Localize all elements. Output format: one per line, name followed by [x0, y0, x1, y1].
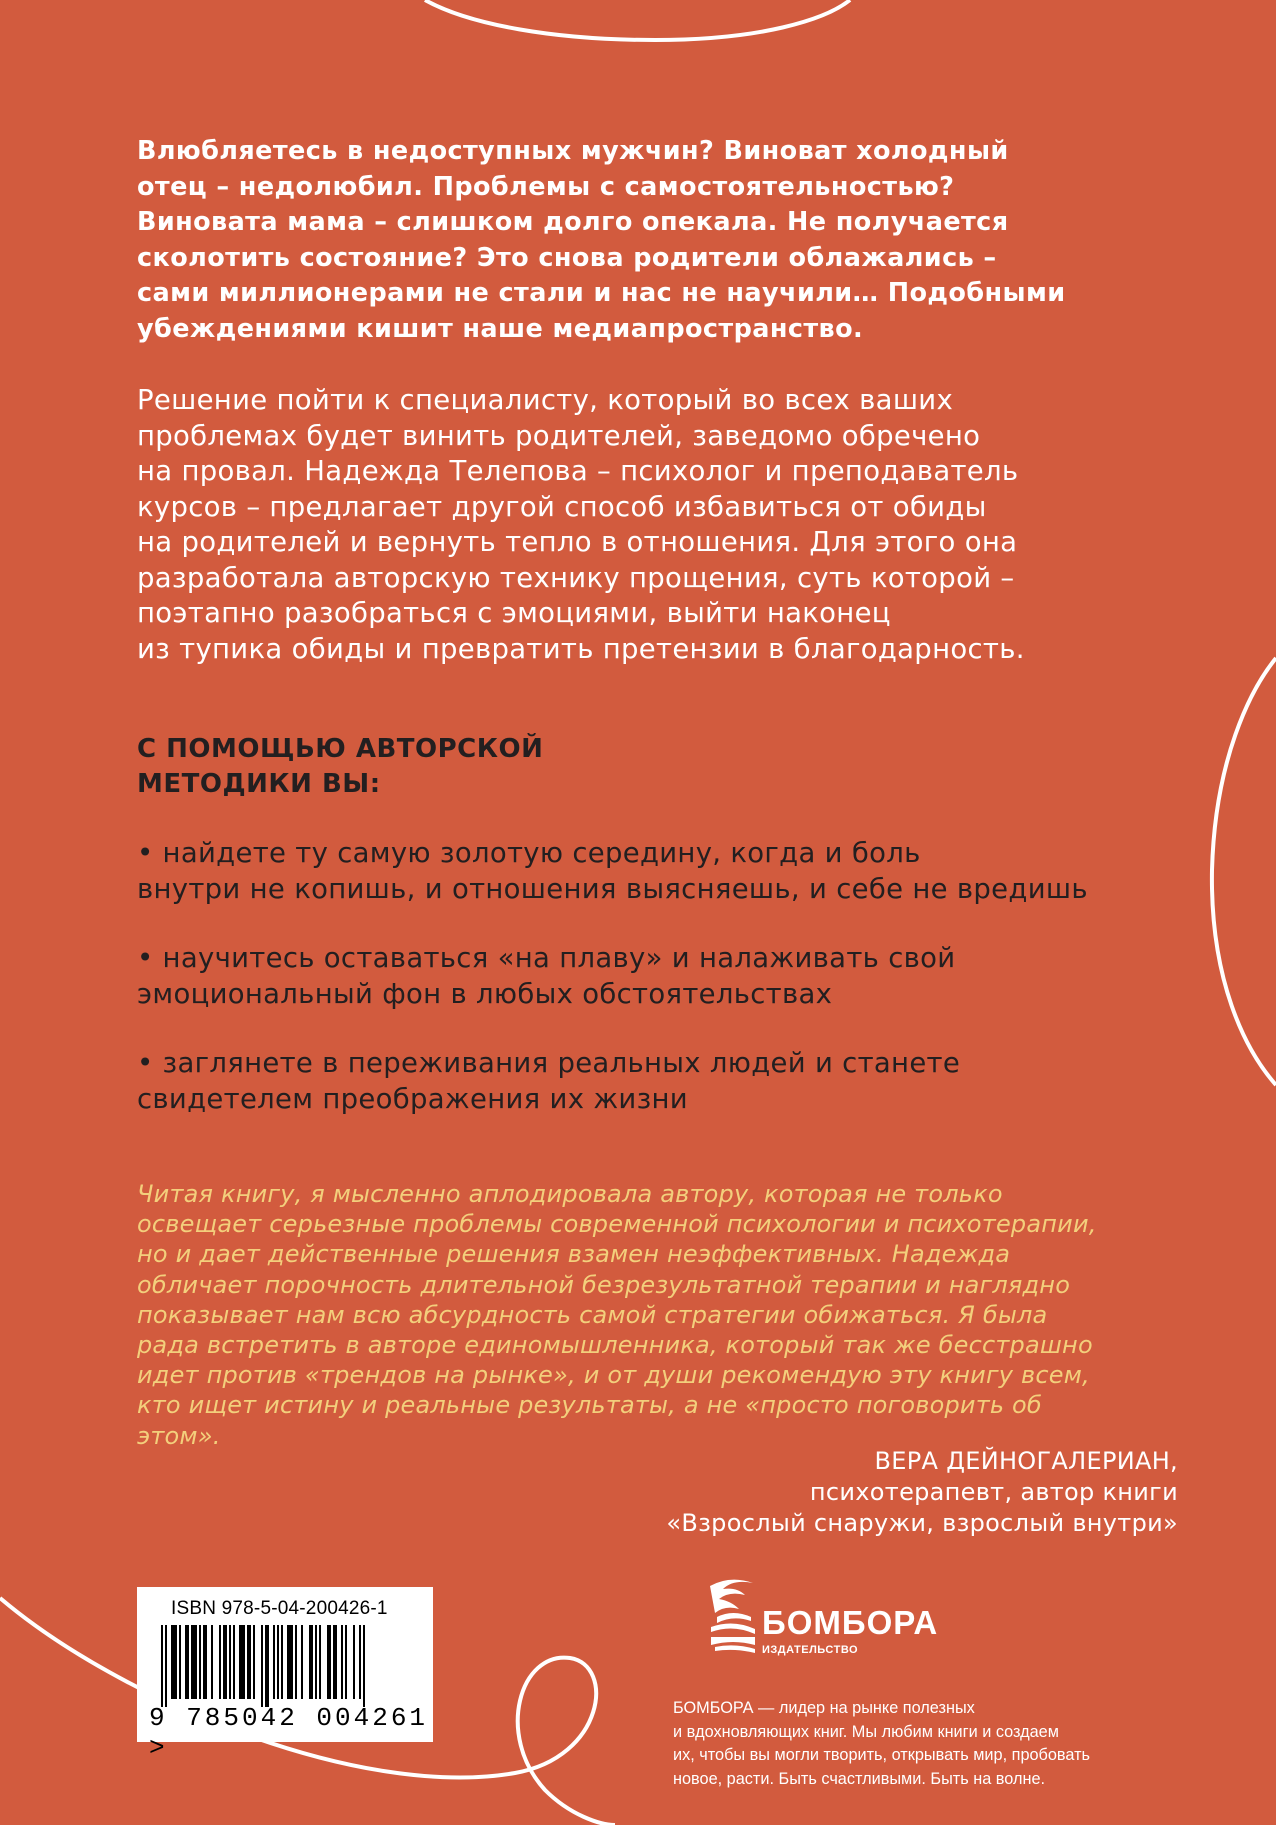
top-arc-line — [425, 0, 850, 40]
attribution-name: ВЕРА ДЕЙНОГАЛЕРИАН, — [874, 1447, 1178, 1475]
barcode-bar — [223, 1625, 227, 1699]
description-line: на провал. Надежда Телепова – психолог и преподаватель — [137, 455, 1019, 487]
barcode-bar — [359, 1625, 361, 1699]
barcode-bar — [191, 1625, 197, 1699]
barcode-bar — [211, 1625, 213, 1699]
benefit-line: • найдете ту самую золотую середину, когда и боль — [137, 837, 921, 869]
publisher-description — [673, 1697, 1193, 1791]
barcode-bar — [199, 1625, 201, 1699]
isbn-barcode — [137, 1587, 433, 1763]
description-line: курсов – предлагает другой способ избавиться от обиды — [137, 490, 987, 523]
benefit-item — [137, 941, 1147, 1012]
publisher-line: их, чтобы вы могли творить, открывать мир, пробовать — [673, 1746, 1091, 1764]
barcode-bar — [341, 1625, 343, 1699]
description-line: поэтапно разобраться с эмоциями, выйти наконец — [137, 597, 891, 629]
barcode-bar — [165, 1625, 167, 1707]
attribution-role: психотерапевт, автор книги — [809, 1478, 1178, 1506]
publisher-line: новое, расти. Быть счастливыми. Быть на волне. — [673, 1769, 1046, 1788]
publisher-subtitle: ИЗДАТЕЛЬСТВО — [762, 1644, 859, 1656]
barcode-bar — [319, 1625, 321, 1699]
quote-line: рада встретить в авторе единомышленника, который так же бесстрашно — [137, 1331, 1093, 1360]
barcode-digits: 9 785042 004261 > — [149, 1703, 429, 1763]
publisher-name: БОМБОРА — [762, 1604, 939, 1641]
barcode-bar — [185, 1625, 189, 1699]
benefit-line: свидетелем преображения их жизни — [137, 1082, 688, 1115]
barcode-bar — [253, 1625, 255, 1699]
quote-line: показывает нам всю абсурдность самой стратегии обижаться. Я была — [137, 1300, 1048, 1329]
intro-line: сами миллионерами не стали и нас не научили… Подобными — [137, 278, 1066, 308]
barcode-bar — [203, 1625, 207, 1699]
quote-line: идет против «трендов на рынке», и от души рекомендую эту книгу всем, — [137, 1361, 1090, 1390]
barcode-bar — [315, 1625, 317, 1699]
method-subheading — [137, 732, 737, 802]
quote-line: освещает серьезные проблемы современной психологии и психотерапии, — [137, 1210, 1097, 1239]
publisher-line: БОМБОРА — лидер на рынке полезных — [673, 1699, 975, 1717]
description-paragraph — [137, 383, 1147, 667]
barcode-bar — [219, 1625, 221, 1699]
benefit-line: внутри не копишь, и отношения выясняешь, и себе не вредишь — [137, 872, 1088, 905]
benefit-line: • научитесь оставаться «на плаву» и налаживать свой — [137, 942, 956, 974]
intro-line: отец – недолюбил. Проблемы с самостоятельностью? — [137, 171, 955, 202]
attribution-book: «Взрослый снаружи, взрослый внутри» — [666, 1509, 1178, 1537]
description-line: на родителей и вернуть тепло в отношения. Для этого она — [137, 526, 1018, 558]
description-line: Решение пойти к специалисту, который во всех ваших — [137, 384, 954, 416]
subheading-line: С ПОМОЩЬЮ АВТОРСКОЙ — [137, 734, 544, 764]
barcode-bar — [261, 1625, 263, 1707]
barcode-bar — [301, 1625, 303, 1699]
review-quote — [137, 1179, 1167, 1451]
barcode-bar — [309, 1625, 313, 1699]
intro-line: убеждениями кишит наше медиапространство. — [137, 313, 864, 344]
barcode-bar — [295, 1625, 297, 1699]
barcode-bar — [287, 1625, 293, 1699]
barcode-bar — [353, 1625, 355, 1699]
subheading-line: МЕТОДИКИ ВЫ: — [137, 769, 381, 799]
barcode-bar — [273, 1625, 275, 1699]
quote-line: Читая книгу, я мысленно аплодировала автору, которая не только — [137, 1180, 1003, 1208]
quote-line: но и дает действенные решения взамен неэффективных. Надежда — [137, 1240, 1011, 1269]
barcode-bar — [345, 1625, 347, 1699]
barcode-bar — [179, 1625, 181, 1699]
description-line: разработала авторскую технику прощения, суть которой – — [137, 561, 1015, 594]
right-arc-line — [1212, 658, 1276, 1085]
barcode-bar — [239, 1625, 245, 1699]
benefits-list — [137, 836, 1147, 1151]
barcode-bar — [171, 1625, 177, 1699]
intro-line: Виновата мама – слишком долго опекала. Не получается — [137, 207, 1009, 237]
barcode-bar — [233, 1625, 235, 1699]
barcode-bar — [333, 1625, 337, 1699]
benefit-item — [137, 836, 1147, 907]
publisher-line: и вдохновляющих книг. Мы любим книги и создаем — [673, 1722, 1059, 1741]
isbn-label: ISBN 978-5-04-200426-1 — [171, 1598, 388, 1619]
quote-attribution — [478, 1446, 1178, 1539]
quote-line: обличает порочность длительной безрезультатной терапии и наглядно — [137, 1270, 1071, 1299]
quote-line: кто ищет истину и реальные результаты, а не «просто поговорить об — [137, 1391, 1042, 1420]
description-line: из тупика обиды и превратить претензии в благодарность. — [137, 632, 1025, 665]
benefit-item — [137, 1046, 1147, 1117]
intro-line: сколотить состояние? Это снова родители облажались – — [137, 242, 997, 273]
benefit-line: • заглянете в переживания реальных людей и станете — [137, 1047, 961, 1079]
barcode-bar — [327, 1625, 331, 1699]
barcode-bar — [363, 1625, 365, 1707]
barcode-bar — [229, 1625, 231, 1699]
quote-line: этом». — [137, 1421, 221, 1450]
intro-paragraph — [137, 134, 1147, 347]
description-line: проблемах будет винить родителей, заведомо обречено — [137, 419, 981, 452]
barcode-bar — [281, 1625, 283, 1699]
barcode-bar — [277, 1625, 279, 1699]
barcode-bar — [161, 1625, 163, 1707]
barcode-bar — [247, 1625, 251, 1699]
intro-line: Влюбляетесь в недоступных мужчин? Виноват холодный — [137, 136, 1009, 166]
benefit-line: эмоциональный фон в любых обстоятельствах — [137, 977, 833, 1010]
barcode-bar — [265, 1625, 269, 1707]
